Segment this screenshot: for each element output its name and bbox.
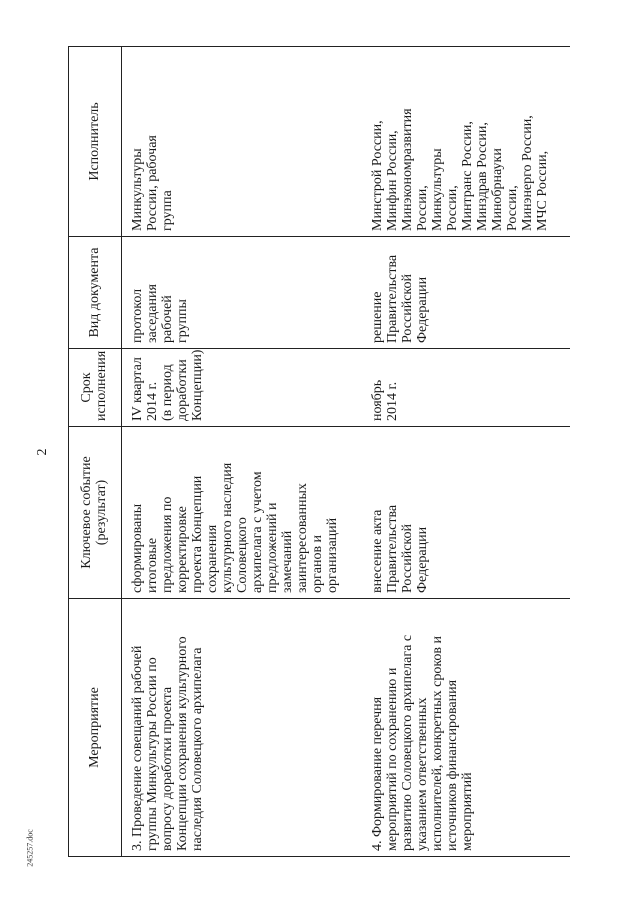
cell-result: сформированы итоговые предложения по корректировке проекта Концепции сохранения культурного наследия Соловецкого архипелага с учетом предложений и замечаний заинтересованных органов и организаций xyxy=(122,427,363,599)
page-number: 2 xyxy=(35,448,50,456)
rotated-table-container xyxy=(68,47,568,857)
header-result: Ключевое событие (результат) xyxy=(69,427,122,599)
document-footer: 245257.doc xyxy=(25,829,35,867)
cell-measure: 4. Формирование перечня мероприятий по сохранению и развитию Соловецкого архипелага с указанием ответственных исполнителей, конкретных сроков и источников финансирования мероприятий xyxy=(362,599,570,857)
table-row xyxy=(362,47,570,857)
cell-result: внесение акта Правительства Российской Федерации xyxy=(362,427,570,599)
cell-document: решение Правительства Российской Федерации xyxy=(362,237,570,349)
cell-deadline: IV квартал 2014 г. (в период доработки Концепции) xyxy=(122,349,363,427)
header-document: Вид документа xyxy=(69,237,122,349)
measures-table xyxy=(68,46,570,857)
cell-document: протокол заседания рабочей группы xyxy=(122,237,363,349)
header-executor: Исполнитель xyxy=(69,47,122,237)
table-sheet xyxy=(68,47,568,857)
header-deadline: Срок исполнения xyxy=(69,349,122,427)
table-header-row xyxy=(69,47,122,857)
cell-deadline: ноябрь 2014 г. xyxy=(362,349,570,427)
header-measure: Мероприятие xyxy=(69,599,122,857)
cell-executor: Минкультуры России, рабочая группа xyxy=(122,47,363,237)
cell-executor: Минстрой России, Минфин России, Минэкономразвития России, Минкультуры России, Минтранс России, Минздрав России, Минобрнауки России, Минэнерго России, МЧС России, xyxy=(362,47,570,237)
table-row xyxy=(122,47,363,857)
cell-measure: 3. Проведение совещаний рабочей группы Минкультуры России по вопросу доработки проекта Концепции сохранения культурного наследия Соловецкого архипелага xyxy=(122,599,363,857)
